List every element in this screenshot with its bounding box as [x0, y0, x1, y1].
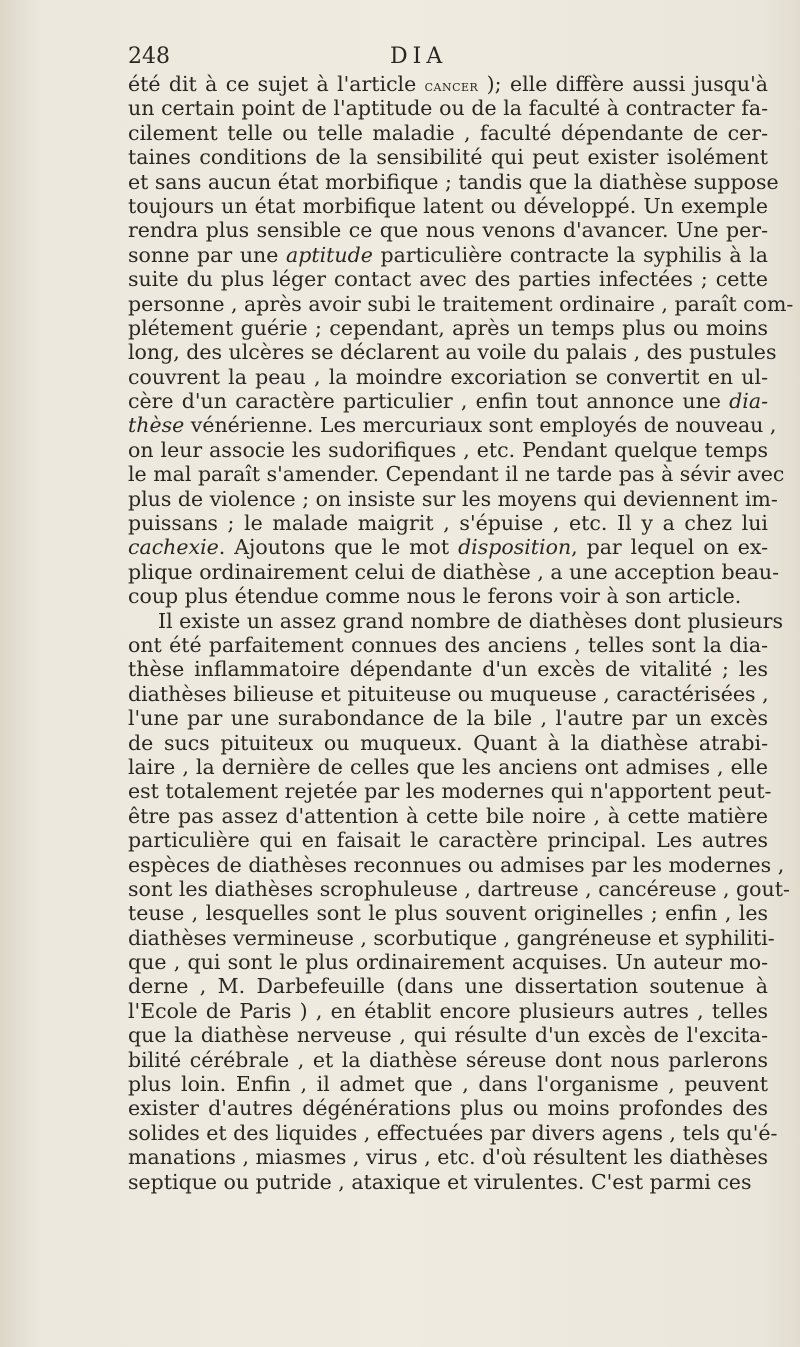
text-line: [128, 413, 777, 438]
text-run: plus de violence ; on insiste sur les moyens qui deviennent im-: [128, 486, 778, 511]
text-run: cère d'un caractère particulier , enfin tout annonce une: [128, 389, 730, 414]
text-line: [128, 559, 780, 584]
text-run: particulière contracte la syphilis à la: [372, 242, 768, 267]
text-line: [128, 462, 785, 487]
small-caps-text: cancer: [424, 77, 479, 95]
text-line: [128, 1170, 768, 1194]
body-text: [128, 72, 794, 1194]
text-line: [128, 1048, 768, 1072]
text-line: [128, 96, 768, 120]
text-line: [128, 511, 768, 535]
text-line: [128, 950, 768, 974]
italic-text: aptitude: [286, 242, 373, 267]
text-line: [128, 291, 794, 316]
text-line: [128, 999, 768, 1023]
text-line: [128, 974, 768, 998]
text-line: [128, 1096, 768, 1120]
text-run: rendra plus sensible ce que nous venons d'avancer. Une per-: [128, 218, 768, 243]
running-head: DIA: [390, 44, 448, 69]
text-run: et sans aucun état morbifique ; tandis que la diathèse suppose: [128, 169, 779, 194]
text-line: [128, 657, 768, 681]
text-run: long, des ulcères se déclarent au voile du palais , des pustules: [128, 340, 777, 365]
text-line: [128, 145, 768, 169]
text-line: [128, 267, 768, 291]
text-line: [128, 1023, 768, 1047]
text-run: est totalement rejetée par les modernes qui n'apportent peut-: [128, 779, 772, 804]
text-run: l'Ecole de Paris ) , en établit encore plusieurs autres , telles: [128, 998, 768, 1023]
text-run: ont été parfaitement connues des anciens , telles sont la dia-: [128, 632, 768, 657]
text-run: laire , la dernière de celles que les anciens ont admises , elle: [128, 754, 768, 779]
text-line: [128, 486, 778, 511]
text-run: sonne par une: [128, 242, 286, 267]
text-line: [128, 1120, 778, 1145]
text-line: [128, 755, 768, 779]
text-run: toujours un état morbifique latent ou développé. Un exemple: [128, 193, 768, 218]
text-line: [128, 365, 768, 389]
text-line: [128, 389, 768, 413]
text-run: espèces de diathèses reconnues ou admises par les modernes ,: [128, 852, 785, 877]
text-run: plétement guérie ; cependant, après un temps plus ou moins: [128, 315, 768, 340]
text-line: [128, 828, 768, 852]
text-line: [128, 925, 775, 950]
text-run: . Ajoutons que le mot: [218, 535, 459, 560]
text-run: diathèses vermineuse , scorbutique , gangréneuse et syphiliti-: [128, 925, 775, 950]
text-run: été dit à ce sujet à l'article: [128, 72, 425, 96]
page-header: [128, 44, 768, 74]
text-run: que , qui sont le plus ordinairement acquises. Un auteur mo-: [128, 950, 768, 975]
text-line: [128, 633, 768, 657]
italic-text: disposition: [458, 535, 572, 560]
text-run: vénérienne. Les mercuriaux sont employés de nouveau ,: [184, 413, 777, 438]
text-line: [128, 876, 790, 901]
text-line: [128, 121, 768, 145]
text-run: solides et des liquides , effectuées par divers agens , tels qu'é-: [128, 1120, 778, 1145]
text-line: [128, 706, 768, 730]
text-line: [128, 731, 768, 755]
text-line: [128, 901, 768, 925]
text-run: cilement telle ou telle maladie , faculté dépendante de cer-: [128, 120, 768, 145]
text-line: [128, 243, 768, 267]
text-run: manations , miasmes , virus , etc. d'où résultent les diathèses: [128, 1145, 768, 1170]
text-run: teuse , lesquelles sont le plus souvent originelles ; enfin , les: [128, 901, 768, 926]
text-run: Il existe un assez grand nombre de diathèses dont plusieurs: [158, 608, 783, 633]
text-line: [128, 218, 768, 242]
text-run: coup plus étendue comme nous le ferons voir à son article.: [128, 584, 742, 609]
text-line: [128, 608, 783, 633]
italic-text: thèse: [128, 413, 185, 438]
text-line: [128, 438, 768, 462]
text-line: [128, 1072, 768, 1096]
paragraph: [128, 72, 794, 609]
text-run: thèse inflammatoire dépendante d'un excès de vitalité ; les: [128, 657, 768, 682]
text-run: ); elle diffère aussi jusqu'à: [478, 72, 768, 96]
text-run: un certain point de l'aptitude ou de la faculté à contracter fa-: [128, 96, 768, 121]
text-run: l'une par une surabondance de la bile , l'autre par un excès: [128, 706, 768, 731]
text-run: exister d'autres dégénérations plus ou moins profondes des: [128, 1096, 768, 1121]
text-run: personne , après avoir subi le traitement ordinaire , paraît com-: [128, 291, 794, 316]
text-line: [128, 316, 768, 340]
text-run: septique ou putride , ataxique et virulentes. C'est parmi ces: [128, 1169, 752, 1194]
text-run: le mal paraît s'amender. Cependant il ne tarde pas à sévir avec: [128, 462, 785, 487]
text-run: on leur associe les sudorifiques , etc. Pendant quelque temps: [128, 437, 768, 462]
text-line: [128, 584, 768, 608]
text-line: [128, 169, 779, 194]
text-run: sont les diathèses scrophuleuse , dartreuse , cancéreuse , gout-: [128, 876, 790, 901]
italic-text: dia-: [729, 389, 768, 414]
text-run: suite du plus léger contact avec des parties infectées ; cette: [128, 267, 768, 292]
text-run: taines conditions de la sensibilité qui peut exister isolément: [128, 145, 768, 170]
text-line: [128, 535, 768, 559]
text-run: diathèses bilieuse et pituiteuse ou muqueuse , caractérisées ,: [128, 681, 769, 706]
text-run: plus loin. Enfin , il admet que , dans l'organisme , peuvent: [128, 1072, 768, 1097]
text-run: particulière qui en faisait le caractère principal. Les autres: [128, 828, 768, 853]
text-line: [128, 194, 768, 218]
text-run: , par lequel on ex-: [571, 535, 768, 560]
paragraph: [128, 608, 790, 1194]
text-run: plique ordinairement celui de diathèse , a une acception beau-: [128, 559, 780, 584]
text-run: que la diathèse nerveuse , qui résulte d'un excès de l'excita-: [128, 1023, 768, 1048]
text-line: [128, 779, 772, 804]
text-run: puissans ; le malade maigrit , s'épuise , etc. Il y a chez lui: [128, 511, 768, 536]
text-run: être pas assez d'attention à cette bile noire , à cette matière: [128, 803, 768, 828]
italic-text: cachexie: [128, 535, 219, 560]
page-number: 248: [128, 44, 170, 69]
text-line: [128, 1145, 768, 1169]
text-run: bilité cérébrale , et la diathèse séreuse dont nous parlerons: [128, 1047, 768, 1072]
text-run: couvrent la peau , la moindre excoriation se convertit en ul-: [128, 364, 768, 389]
text-run: derne , M. Darbefeuille (dans une dissertation soutenue à: [128, 974, 768, 999]
text-line: [128, 340, 777, 365]
text-run: de sucs pituiteux ou muqueux. Quant à la diathèse atrabi-: [128, 730, 768, 755]
text-line: [128, 72, 768, 96]
text-line: [128, 852, 785, 877]
text-line: [128, 682, 768, 706]
text-line: [128, 804, 768, 828]
